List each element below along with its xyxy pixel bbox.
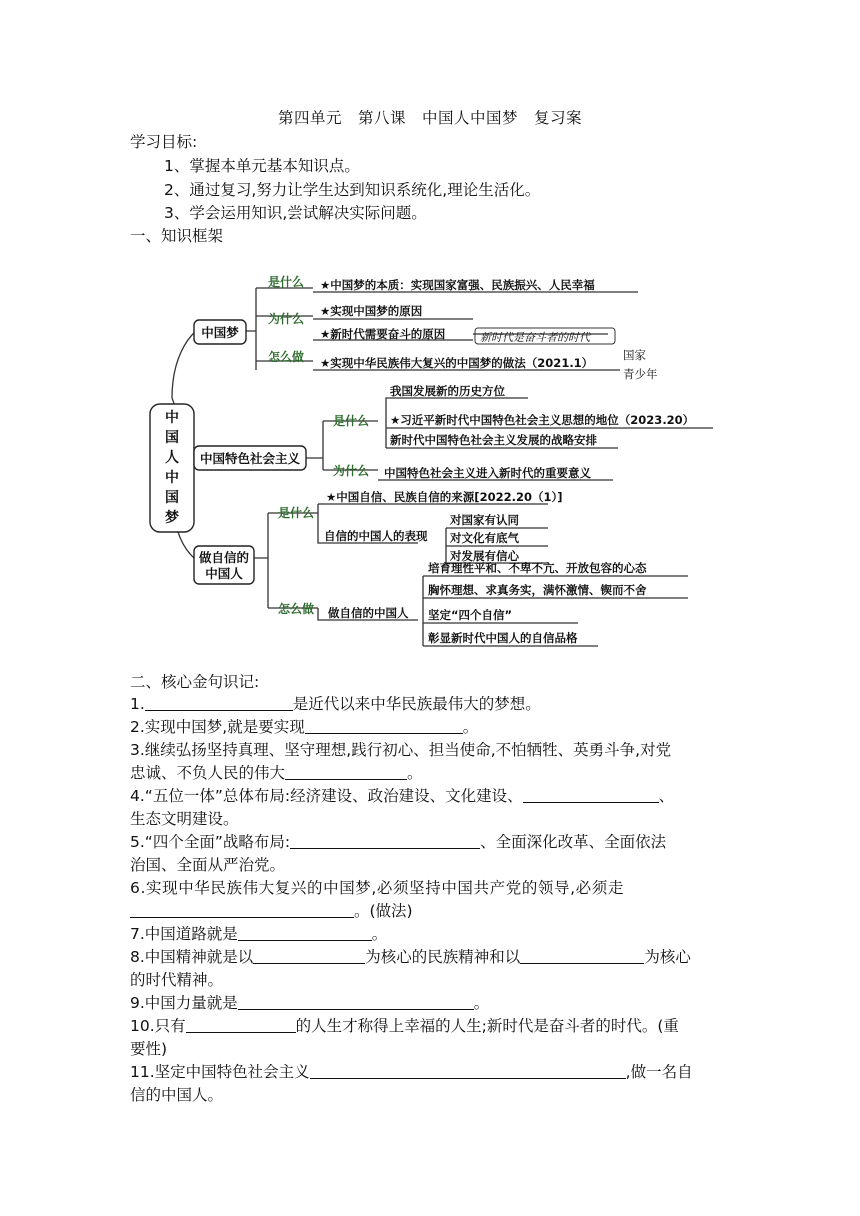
dream-what-item: ★中国梦的本质：实现国家富强、民族振兴、人民幸福	[320, 278, 595, 292]
question-8: 8.中国精神就是以 为核心的民族精神和以 为核心 的时代精神。	[130, 948, 691, 989]
question-9: 9.中国力量就是 。	[130, 994, 490, 1012]
socialism-why-item: 中国特色社会主义进入新时代的重要意义	[384, 466, 591, 480]
answer-blank[interactable]	[130, 901, 354, 918]
confident-how-item: 彰显新时代中国人的自信品格	[428, 631, 578, 645]
confident-what-label: 是什么	[278, 506, 315, 520]
answer-blank[interactable]	[310, 1062, 626, 1079]
dream-how-sub: 青少年	[623, 367, 658, 381]
question-2: 2.实现中国梦,就是要实现 。	[130, 718, 479, 736]
page-title: 第四单元 第八课 中国人中国梦 复习案	[277, 109, 582, 127]
dream-how-sub: 国家	[623, 348, 646, 362]
question-5: 5.“四个全面”战略布局: 、全面深化改革、全面依法 治国、全面从严治党。	[130, 833, 667, 874]
dream-how-label: 怎么做	[268, 350, 305, 364]
root-char: 中	[165, 410, 179, 426]
confident-how-item: 培育理性平和、不卑不亢、开放包容的心态	[428, 561, 647, 575]
question-6: 6.实现中华民族伟大复兴的中国梦,必须坚持中国共产党的领导,必须走 。(做法)	[130, 879, 624, 920]
answer-blank[interactable]	[253, 947, 365, 964]
objectives-heading: 学习目标:	[130, 133, 198, 151]
confident-label: 做自信的	[198, 550, 250, 565]
confident-show-item: 对文化有底气	[450, 531, 519, 545]
question-1: 1. 是近代以来中华民族最伟大的梦想。	[130, 695, 541, 713]
root-char: 国	[165, 430, 179, 446]
socialism-label: 中国特色社会主义	[199, 451, 301, 466]
answer-blank[interactable]	[305, 717, 463, 734]
dream-why-item: ★实现中国梦的原因	[320, 304, 423, 318]
knowledge-framework-map	[128, 258, 734, 666]
socialism-what-item: 我国发展新的历史方位	[390, 384, 505, 398]
confident-source-item: ★中国自信、民族自信的来源[2022.20（1）]	[326, 490, 563, 504]
answer-blank[interactable]	[238, 924, 372, 941]
section1-heading: 一、知识框架	[130, 227, 224, 245]
answer-blank[interactable]	[186, 1016, 296, 1033]
answer-blank[interactable]	[285, 763, 407, 780]
answer-blank[interactable]	[145, 694, 293, 711]
question-7: 7.中国道路就是 。	[130, 925, 388, 943]
objective-item: 3、学会运用知识,尝试解决实际问题。	[164, 204, 427, 222]
root-char: 梦	[165, 510, 179, 526]
socialism-why-label: 为什么	[333, 464, 370, 478]
socialism-what-label: 是什么	[333, 414, 370, 428]
confident-how-sub: 做自信的中国人	[328, 606, 409, 620]
confident-label: 中国人	[205, 566, 243, 581]
dream-how-item: ★实现中华民族伟大复兴的中国梦的做法（2021.1）	[320, 356, 594, 370]
answer-blank[interactable]	[523, 786, 659, 803]
socialism-what-item: ★习近平新时代中国特色社会主义思想的地位（2023.20）	[390, 413, 695, 427]
confident-how-label: 怎么做	[278, 602, 315, 616]
objective-item: 2、通过复习,努力让学生达到知识系统化,理论生活化。	[164, 181, 541, 199]
root-char: 中	[165, 470, 179, 486]
question-11: 11.坚定中国特色社会主义 ,做一名自 信的中国人。	[130, 1063, 693, 1104]
answer-blank[interactable]	[290, 832, 480, 849]
confident-show-label: 自信的中国人的表现	[324, 529, 428, 543]
answer-blank[interactable]	[238, 993, 474, 1010]
section2-heading: 二、核心金句识记:	[130, 673, 260, 691]
confident-how-item: 胸怀理想、求真务实，满怀激情、锲而不舍	[428, 583, 647, 597]
dream-why-label: 为什么	[268, 312, 305, 326]
confident-show-item: 对发展有信心	[450, 549, 519, 563]
socialism-what-item: 新时代中国特色社会主义发展的战略安排	[390, 433, 597, 447]
dream-label: 中国梦	[201, 325, 239, 340]
question-4: 4.“五位一体”总体布局:经济建设、政治建设、文化建设、 、 生态文明建设。	[130, 787, 675, 828]
confident-how-item: 坚定“四个自信”	[428, 608, 513, 622]
question-10: 10.只有 的人生才称得上幸福的人生;新时代是奋斗者的时代。(重 要性)	[130, 1017, 679, 1058]
confident-show-item: 对国家有认同	[450, 513, 519, 527]
objective-item: 1、掌握本单元基本知识点。	[164, 157, 360, 175]
dream-why-note: 新时代是奋斗者的时代	[480, 331, 590, 344]
question-3: 3.继续弘扬坚持真理、坚守理想,践行初心、担当使命,不怕牺牲、英勇斗争,对党 忠诚、不负人民的伟大 。	[130, 741, 672, 782]
answer-blank[interactable]	[520, 947, 644, 964]
root-char: 国	[165, 490, 179, 506]
dream-what-label: 是什么	[268, 275, 305, 289]
root-char: 人	[165, 450, 179, 466]
dream-why-item: ★新时代需要奋斗的原因	[320, 327, 446, 341]
